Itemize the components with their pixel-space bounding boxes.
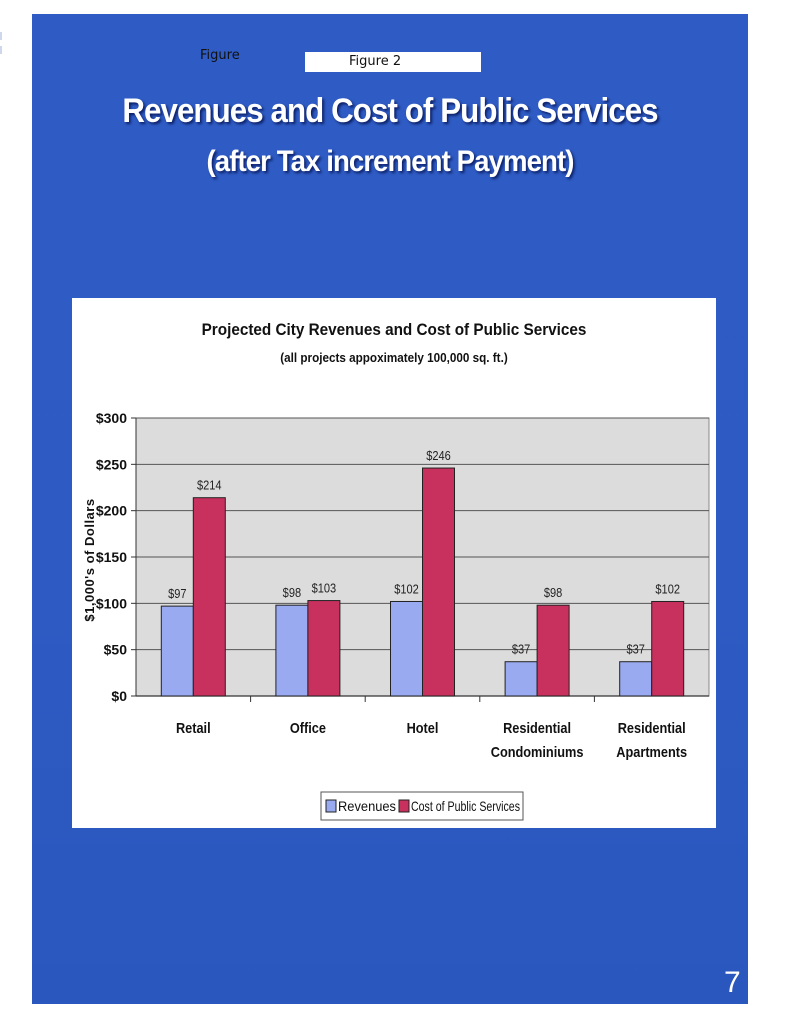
figure-caption-small: Figure xyxy=(200,48,240,63)
cost-bar xyxy=(193,498,225,696)
page-number: 7 xyxy=(724,966,741,999)
x-category-label: Office xyxy=(289,718,326,737)
y-tick-label: $100 xyxy=(95,595,127,612)
cost-data-label: $214 xyxy=(197,477,222,493)
revenues-bar xyxy=(161,606,193,696)
revenues-bar xyxy=(505,662,537,696)
slide-title: Revenues and Cost of Public Services xyxy=(122,92,658,130)
cost-bar xyxy=(652,601,684,696)
y-axis-label: $1,000's of Dollars xyxy=(82,498,97,622)
revenues-bar xyxy=(391,601,423,696)
cost-data-label: $246 xyxy=(426,448,451,464)
cost-bar xyxy=(537,605,569,696)
revenues-bar xyxy=(620,662,652,696)
revenues-data-label: $37 xyxy=(511,641,531,657)
cost-data-label: $98 xyxy=(543,585,563,601)
cost-data-label: $102 xyxy=(655,581,680,597)
bar-chart xyxy=(72,298,716,828)
revenues-data-label: $102 xyxy=(394,581,419,597)
x-category-label: Hotel xyxy=(406,718,439,737)
x-category-label: Residential xyxy=(617,718,686,737)
revenues-data-label: $97 xyxy=(168,586,187,602)
revenues-data-label: $98 xyxy=(282,585,302,601)
y-tick-label: $250 xyxy=(95,456,127,473)
legend-swatch-revenues xyxy=(326,800,336,812)
figure-label-box: Figure 2 xyxy=(305,52,481,72)
chart-panel xyxy=(72,298,716,828)
cost-data-label: $103 xyxy=(311,580,337,596)
cost-bar xyxy=(308,601,340,696)
scan-mark xyxy=(0,32,2,40)
y-tick-label: $150 xyxy=(95,549,127,565)
chart-title: Projected City Revenues and Cost of Public Services xyxy=(201,320,587,340)
x-category-label: Condominiums xyxy=(490,742,584,761)
y-tick-label: $50 xyxy=(103,641,127,658)
y-tick-label: $300 xyxy=(95,410,127,426)
x-category-label: Apartments xyxy=(616,742,688,761)
legend-swatch-cost xyxy=(399,800,409,812)
x-category-label: Retail xyxy=(175,718,211,737)
cost-bar xyxy=(423,468,455,696)
x-category-label: Residential xyxy=(503,718,572,737)
revenues-data-label: $37 xyxy=(626,641,645,657)
legend-label-cost: Cost of Public Services xyxy=(411,798,520,814)
legend-label-revenues: Revenues xyxy=(338,798,396,814)
slide-subtitle: (after Tax increment Payment) xyxy=(206,145,574,178)
y-tick-label: $0 xyxy=(111,688,127,704)
scan-mark xyxy=(0,46,2,54)
y-tick-label: $200 xyxy=(95,502,127,519)
chart-subtitle: (all projects appoximately 100,000 sq. ft.) xyxy=(280,350,508,366)
revenues-bar xyxy=(276,605,308,696)
